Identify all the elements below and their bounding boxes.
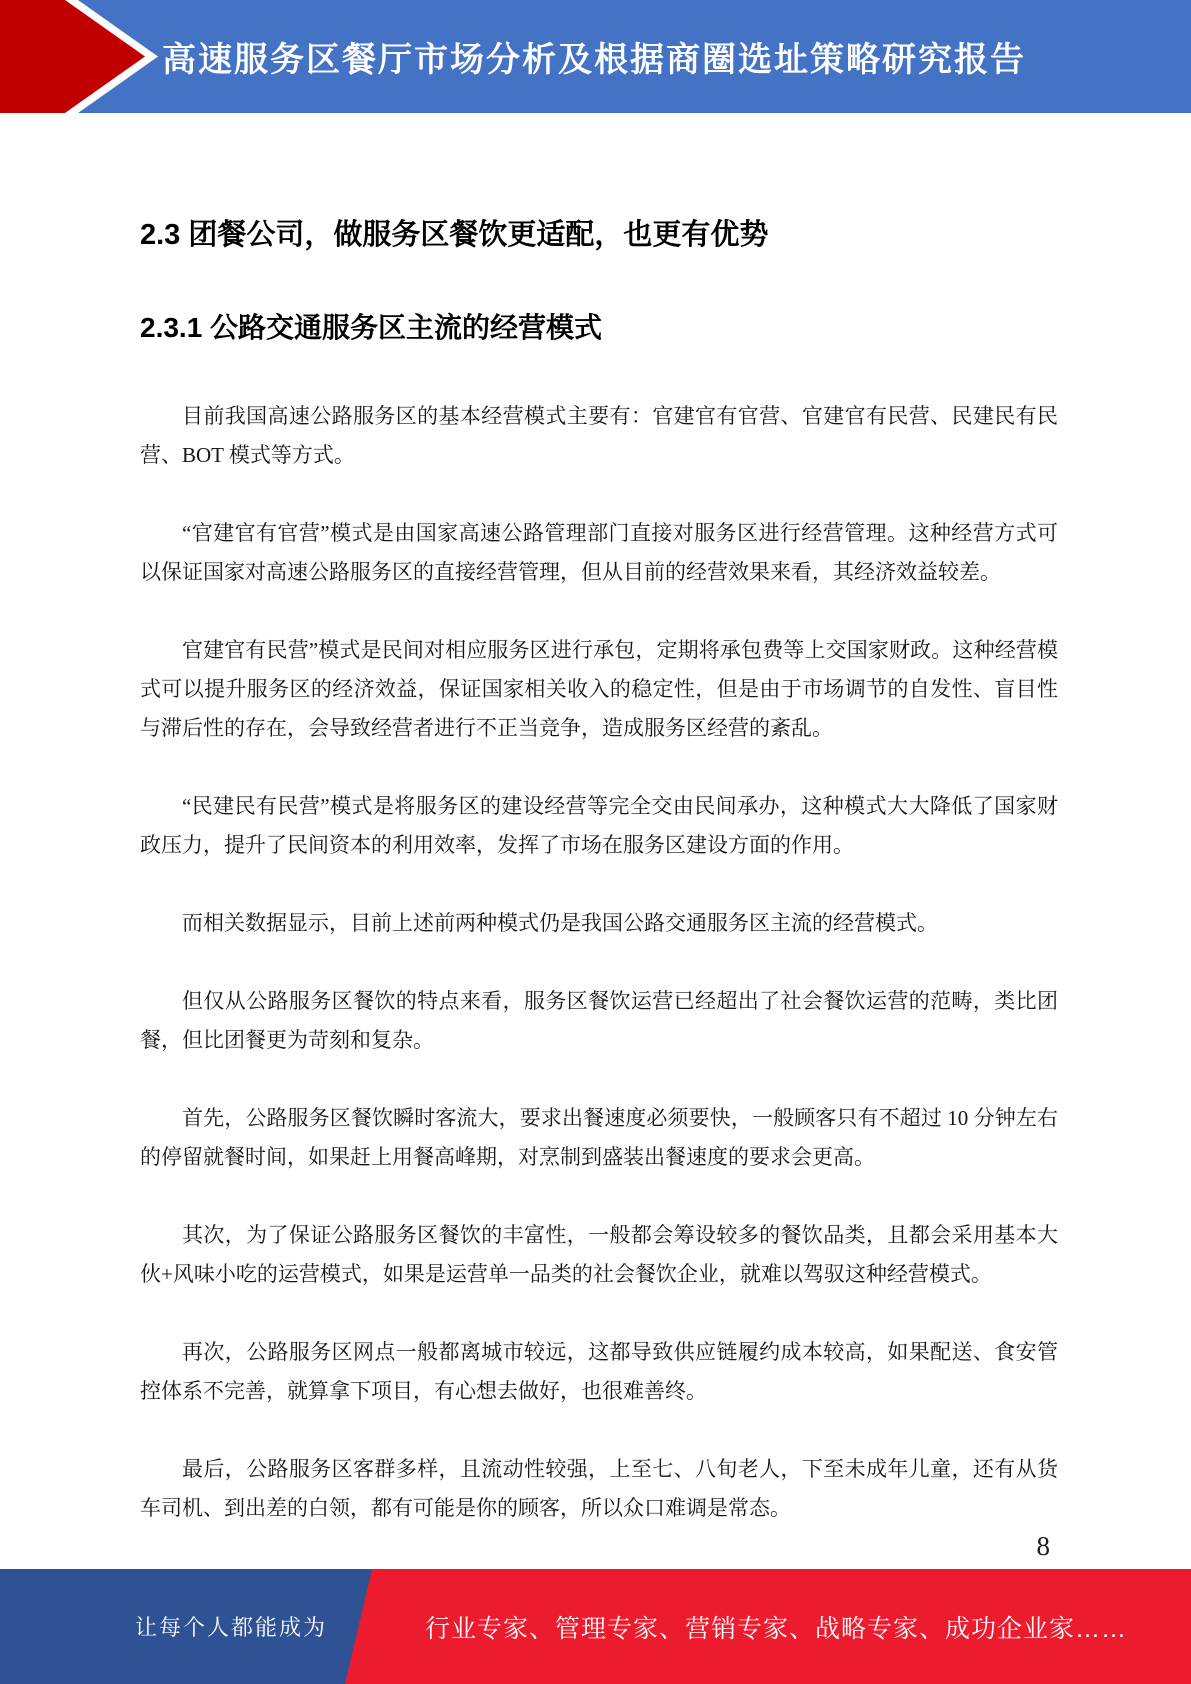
paragraph: 但仅从公路服务区餐饮的特点来看，服务区餐饮运营已经超出了社会餐饮运营的范畴，类比团餐，但比团餐更为苛刻和复杂。 xyxy=(140,989,1058,1052)
section-heading: 2.3 团餐公司，做服务区餐饮更适配，也更有优势 xyxy=(140,219,769,251)
paragraph: “官建官有官营”模式是由国家高速公路管理部门直接对服务区进行经营管理。这种经营方式可以保证国家对高速公路服务区的直接经营管理，但从目前的经营效果来看，其经济效益较差。 xyxy=(140,521,1058,584)
paragraph: “民建民有民营”模式是将服务区的建设经营等完全交由民间承办，这种模式大大降低了国家财政压力，提升了民间资本的利用效率，发挥了市场在服务区建设方面的作用。 xyxy=(140,794,1058,857)
paragraph: 官建官有民营”模式是民间对相应服务区进行承包，定期将承包费等上交国家财政。这种经营模式可以提升服务区的经济效益，保证国家相关收入的稳定性，但是由于市场调节的自发性、盲目性与滞后性的存在，会导致经营者进行不正当竞争，造成服务区经营的紊乱。 xyxy=(140,638,1058,740)
chevron-right-icon xyxy=(0,0,170,113)
report-title: 高速服务区餐厅市场分析及根据商圈选址策略研究报告 xyxy=(162,41,1026,79)
page-number: 8 xyxy=(1036,1531,1050,1561)
paragraph: 再次，公路服务区网点一般都离城市较远，这都导致供应链履约成本较高，如果配送、食安管控体系不完善，就算拿下项目，有心想去做好，也很难善终。 xyxy=(140,1340,1058,1403)
footer-slogan-right: 行业专家、管理专家、营销专家、战略专家、成功企业家…… xyxy=(425,1614,1128,1643)
paragraph: 其次，为了保证公路服务区餐饮的丰富性，一般都会筹设较多的餐饮品类，且都会采用基本大伙+风味小吃的运营模式，如果是运营单一品类的社会餐饮企业，就难以驾驭这种经营模式。 xyxy=(140,1223,1058,1286)
paragraph: 首先，公路服务区餐饮瞬时客流大，要求出餐速度必须要快，一般顾客只有不超过 10 分钟左右的停留就餐时间，如果赶上用餐高峰期，对烹制到盛装出餐速度的要求会更高。 xyxy=(140,1106,1058,1169)
subsection-heading: 2.3.1 公路交通服务区主流的经营模式 xyxy=(140,312,603,343)
paragraph: 而相关数据显示，目前上述前两种模式仍是我国公路交通服务区主流的经营模式。 xyxy=(182,911,938,935)
page-content xyxy=(140,113,1058,1562)
footer-slogan-left: 让每个人都能成为 xyxy=(135,1615,328,1640)
paragraph: 目前我国高速公路服务区的基本经营模式主要有：官建官有官营、官建官有民营、民建民有民营、BOT 模式等方式。 xyxy=(140,404,1058,467)
footer-banner xyxy=(0,1569,1191,1684)
header-banner xyxy=(0,0,1191,113)
paragraph: 最后，公路服务区客群多样，且流动性较强，上至七、八旬老人，下至未成年儿童，还有从货车司机、到出差的白领，都有可能是你的顾客，所以众口难调是常态。 xyxy=(140,1457,1058,1520)
